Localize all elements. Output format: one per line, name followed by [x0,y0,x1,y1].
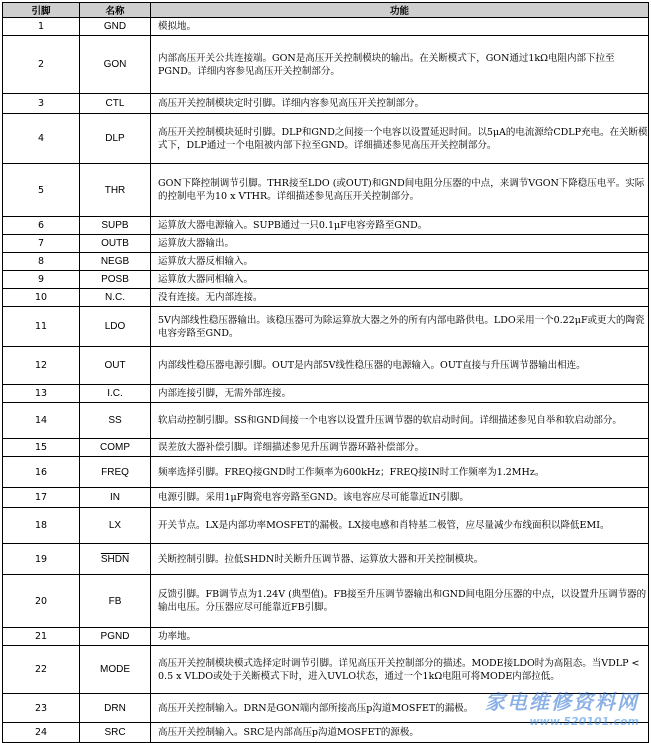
pin-name: MODE [80,646,151,694]
pin-number: 19 [3,544,80,575]
table-row [3,18,649,36]
pin-function: 内部线性稳压器电源引脚。OUT是内部5V线性稳压器的电源输入。OUT直接与升压调节器输出相连。 [151,347,649,385]
pin-function: 反馈引脚。FB调节点为1.24V (典型值)。FB接至升压调节器输出和GND间电阻分压器的中点，以设置升压调节器的输出电压。分压器应尽可能靠近FB引脚。 [151,575,649,628]
header-name: 名称 [80,3,151,18]
pin-number: 3 [3,94,80,114]
table-header-row [3,3,649,18]
pin-function: 高压开关控制模块定时引脚。详细内容参见高压开关控制部分。 [151,94,649,114]
pin-name: DRN [80,694,151,723]
pin-number: 22 [3,646,80,694]
pin-function: 内部高压开关公共连接端。GON是高压开关控制模块的输出。在关断模式下，GON通过1kΩ电阻内部下拉至PGND。详细内容参见高压开关控制部分。 [151,36,649,94]
pin-name: CTL [80,94,151,114]
pin-function: 功率地。 [151,628,649,646]
pin-function: 运算放大器反相输入。 [151,253,649,271]
table-row [3,544,649,575]
pin-number: 4 [3,114,80,164]
pin-number: 21 [3,628,80,646]
pin-function: 模拟地。 [151,18,649,36]
pin-number: 12 [3,347,80,385]
pin-number: 7 [3,235,80,253]
pin-number: 18 [3,508,80,544]
pin-function: 软启动控制引脚。SS和GND间接一个电容以设置升压调节器的软启动时间。详细描述参见自举和软启动部分。 [151,403,649,439]
pin-function: 开关节点。LX是内部功率MOSFET的漏极。LX接电感和肖特基二极管，应尽量减少布线面积以降低EMI。 [151,508,649,544]
pin-name: FREQ [80,457,151,488]
pin-function-table [2,2,649,743]
table-row [3,253,649,271]
table-row [3,235,649,253]
pin-name: I.C. [80,385,151,403]
pin-function: 高压开关控制模块模式选择定时调节引脚。详见高压开关控制部分的描述。MODE接LDO时为高阻态。当VDLP < 0.5 x VLDO或处于关断模式下时，进入UVLO状态，通过一个1kΩ电阻可将MODE内部拉低。 [151,646,649,694]
pin-number: 24 [3,723,80,743]
pin-name: OUTB [80,235,151,253]
pin-function: 运算放大器同相输入。 [151,271,649,289]
pin-function: 关断控制引脚。拉低SHDN时关断升压调节器、运算放大器和开关控制模块。 [151,544,649,575]
header-function: 功能 [151,3,649,18]
pin-function: 内部连接引脚，无需外部连接。 [151,385,649,403]
pin-name: LX [80,508,151,544]
pin-name: DLP [80,114,151,164]
pin-number: 10 [3,289,80,307]
pin-name: GON [80,36,151,94]
pin-name: SHDN [80,544,151,575]
table-row [3,217,649,235]
pin-name: IN [80,488,151,508]
pin-number: 5 [3,164,80,217]
pin-number: 8 [3,253,80,271]
table-row [3,271,649,289]
pin-number: 2 [3,36,80,94]
table-row [3,164,649,217]
table-row [3,114,649,164]
pin-function: 电源引脚。采用1μF陶瓷电容旁路至GND。该电容应尽可能靠近IN引脚。 [151,488,649,508]
pin-number: 14 [3,403,80,439]
pin-function: 高压开关控制模块延时引脚。DLP和GND之间接一个电容以设置延迟时间。以5μA的电流源给CDLP充电。在关断模式下，DLP通过一个电阻被内部下拉至GND。详细描述参见高压开关控制部分。 [151,114,649,164]
pin-name: POSB [80,271,151,289]
table-row [3,307,649,347]
table-row [3,575,649,628]
table-row [3,723,649,743]
pin-number: 9 [3,271,80,289]
pin-number: 11 [3,307,80,347]
pin-number: 16 [3,457,80,488]
pin-function: 运算放大器输出。 [151,235,649,253]
pin-function: 5V内部线性稳压器输出。该稳压器可为除运算放大器之外的所有内部电路供电。LDO采用一个0.22μF或更大的陶瓷电容旁路至GND。 [151,307,649,347]
table-row [3,457,649,488]
pin-function: GON下降控制调节引脚。THR接至LDO (或OUT)和GND间电阻分压器的中点，来调节VGON下降稳压电平。实际的控制电平为10 x VTHR。详细描述参见高压开关控制部分。 [151,164,649,217]
table-row [3,403,649,439]
pin-number: 1 [3,18,80,36]
pin-number: 13 [3,385,80,403]
table-row [3,385,649,403]
pin-name: COMP [80,439,151,457]
table-row [3,646,649,694]
pin-name: SS [80,403,151,439]
table-row [3,36,649,94]
table-row [3,439,649,457]
pin-name: PGND [80,628,151,646]
pin-name: GND [80,18,151,36]
table-row [3,347,649,385]
table-row [3,289,649,307]
pin-name: FB [80,575,151,628]
table-row [3,488,649,508]
table-row [3,94,649,114]
pin-number: 23 [3,694,80,723]
pin-number: 20 [3,575,80,628]
pin-name: SUPB [80,217,151,235]
pin-name: THR [80,164,151,217]
pin-number: 17 [3,488,80,508]
table-row [3,694,649,723]
pin-name: NEGB [80,253,151,271]
pin-function: 没有连接。无内部连接。 [151,289,649,307]
watermark-url: www.520101.com [529,715,639,728]
watermark-title: 家电维修资料网 [485,690,639,714]
pin-number: 6 [3,217,80,235]
pin-function: 高压开关控制输入。DRN是GON端内部所接高压p沟道MOSFET的漏极。 [151,694,649,723]
pin-name: N.C. [80,289,151,307]
pin-number: 15 [3,439,80,457]
header-pin: 引脚 [3,3,80,18]
pin-function: 高压开关控制输入。SRC是内部高压p沟道MOSFET的源极。 [151,723,649,743]
pin-name: SRC [80,723,151,743]
pin-name: OUT [80,347,151,385]
pin-name: LDO [80,307,151,347]
table-row [3,628,649,646]
pin-function: 运算放大器电源输入。SUPB通过一只0.1μF电容旁路至GND。 [151,217,649,235]
table-row [3,508,649,544]
pin-function: 频率选择引脚。FREQ接GND时工作频率为600kHz；FREQ接IN时工作频率为1.2MHz。 [151,457,649,488]
pin-function: 误差放大器补偿引脚。详细描述参见升压调节器环路补偿部分。 [151,439,649,457]
